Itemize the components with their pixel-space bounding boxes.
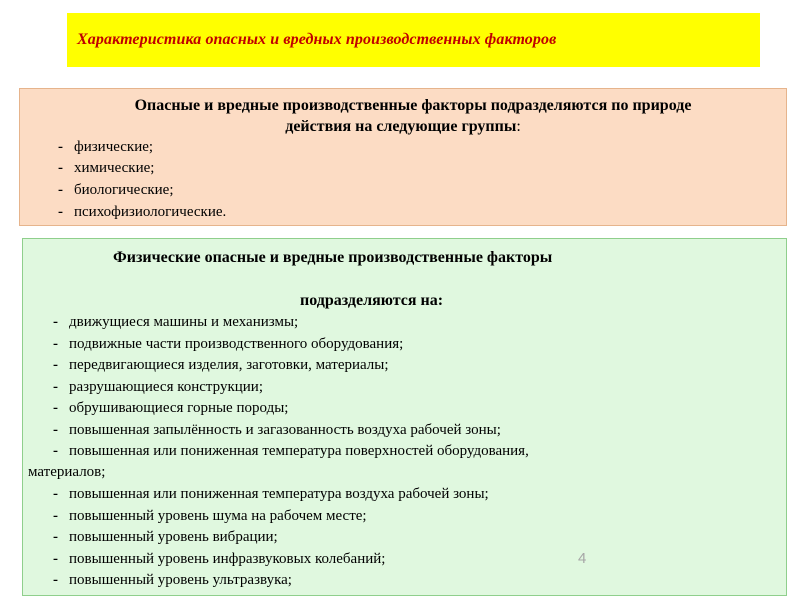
bullet-dash: - bbox=[53, 529, 58, 545]
bullet-dash: - bbox=[58, 160, 63, 176]
list-item bbox=[53, 506, 367, 527]
list-item-text: передвигающиеся изделия, заготовки, материалы; bbox=[69, 357, 389, 373]
bullet-dash: - bbox=[53, 357, 58, 373]
list-item-text: биологические; bbox=[74, 182, 174, 198]
bullet-dash: - bbox=[58, 139, 63, 155]
list-item bbox=[53, 334, 403, 355]
physical-heading-line2: подразделяются на: bbox=[300, 292, 444, 309]
groups-heading-line2-text: действия на следующие группы bbox=[285, 118, 517, 135]
bullet-dash: - bbox=[58, 204, 63, 220]
list-item-text: психофизиологические. bbox=[74, 204, 227, 220]
bullet-dash: - bbox=[58, 182, 63, 198]
list-item-text: повышенный уровень шума на рабочем месте; bbox=[69, 508, 367, 524]
list-item bbox=[58, 158, 154, 179]
bullet-dash: - bbox=[53, 422, 58, 438]
list-item bbox=[53, 355, 389, 376]
list-item-text: химические; bbox=[74, 160, 155, 176]
page-number: 4 bbox=[578, 550, 587, 567]
list-item-text: подвижные части производственного оборудования; bbox=[69, 336, 404, 352]
bullet-dash: - bbox=[53, 314, 58, 330]
bullet-dash: - bbox=[53, 379, 58, 395]
physical-factors-box bbox=[22, 238, 787, 596]
list-item-text: физические; bbox=[74, 139, 154, 155]
list-item-text: повышенная или пониженная температура воздуха рабочей зоны; bbox=[69, 486, 489, 502]
list-item-text: повышенная запылённость и загазованность воздуха рабочей зоны; bbox=[69, 422, 501, 438]
list-item bbox=[53, 398, 288, 419]
bullet-dash: - bbox=[53, 486, 58, 502]
groups-heading-line1: Опасные и вредные производственные факторы подразделяются по природе bbox=[134, 97, 692, 114]
list-item bbox=[53, 527, 278, 548]
list-item bbox=[53, 441, 529, 462]
list-item-text: повышенный уровень вибрации; bbox=[69, 529, 278, 545]
list-item-text: повышенная или пониженная температура поверхностей оборудования, bbox=[69, 443, 529, 459]
bullet-dash: - bbox=[53, 572, 58, 588]
list-item bbox=[58, 137, 153, 158]
list-item bbox=[53, 570, 292, 591]
list-item-text: разрушающиеся конструкции; bbox=[69, 379, 264, 395]
slide-title: Характеристика опасных и вредных производственных факторов bbox=[77, 31, 557, 48]
list-item bbox=[53, 549, 385, 570]
bullet-dash: - bbox=[53, 336, 58, 352]
list-item bbox=[53, 377, 263, 398]
list-item-text: движущиеся машины и механизмы; bbox=[69, 314, 299, 330]
list-item bbox=[58, 180, 174, 201]
list-item-text: повышенный уровень инфразвуковых колебаний; bbox=[69, 551, 386, 567]
groups-heading-colon: : bbox=[516, 118, 521, 135]
list-item bbox=[58, 202, 226, 223]
physical-heading-line1: Физические опасные и вредные производственные факторы bbox=[113, 249, 553, 266]
list-item bbox=[53, 312, 298, 333]
bullet-dash: - bbox=[53, 508, 58, 524]
groups-heading-line2 bbox=[20, 116, 786, 137]
factor-groups-box bbox=[19, 88, 787, 226]
list-item-text: повышенный уровень ультразвука; bbox=[69, 572, 292, 588]
bullet-dash: - bbox=[53, 400, 58, 416]
list-item-text: обрушивающиеся горные породы; bbox=[69, 400, 289, 416]
list-item bbox=[53, 420, 501, 441]
list-item-continuation: материалов; bbox=[28, 464, 106, 480]
bullet-dash: - bbox=[53, 551, 58, 567]
bullet-dash: - bbox=[53, 443, 58, 459]
slide-title-banner bbox=[67, 13, 760, 67]
list-item bbox=[53, 484, 489, 505]
